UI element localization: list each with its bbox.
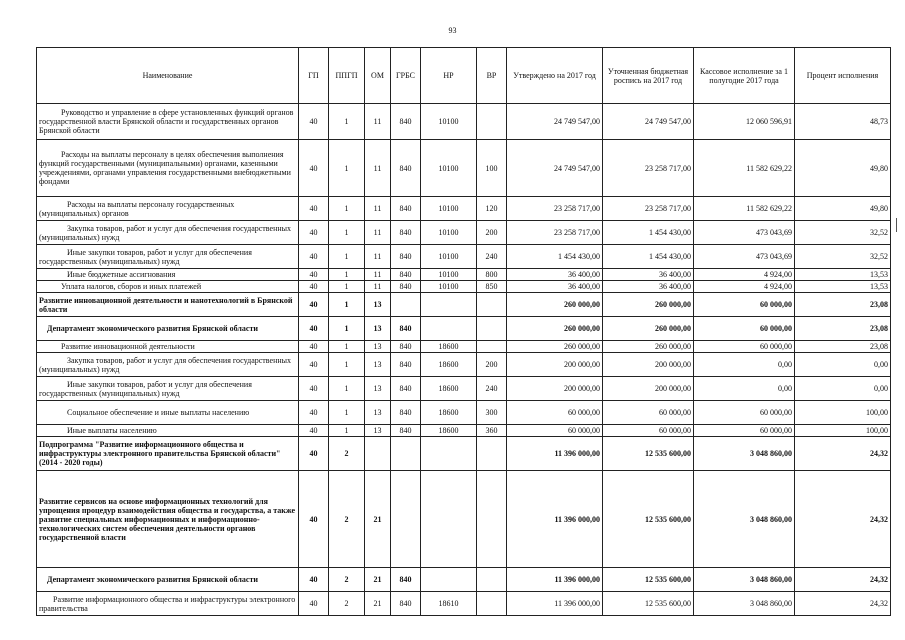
- cell-grbs: 840: [391, 245, 421, 269]
- table-row: [37, 245, 891, 269]
- cell-om: 21: [365, 471, 391, 568]
- cell-executed: 11 582 629,22: [694, 140, 795, 197]
- cell-refined: 1 454 430,00: [603, 245, 694, 269]
- cell-vr: [477, 341, 507, 353]
- cell-refined: 60 000,00: [603, 401, 694, 425]
- cell-gp: 40: [299, 221, 329, 245]
- cell-executed: 11 582 629,22: [694, 197, 795, 221]
- table-row: [37, 104, 891, 140]
- cell-pgp: 1: [329, 425, 365, 437]
- cell-np: [421, 317, 477, 341]
- cell-executed: 4 924,00: [694, 281, 795, 293]
- header-name: Наименование: [37, 48, 299, 104]
- cell-gp: 40: [299, 293, 329, 317]
- cell-grbs: 840: [391, 221, 421, 245]
- cell-percent: 0,00: [795, 377, 891, 401]
- table-row: [37, 437, 891, 471]
- cell-refined: 12 535 600,00: [603, 437, 694, 471]
- cell-pgp: 1: [329, 401, 365, 425]
- cell-pgp: 1: [329, 341, 365, 353]
- header-approved: Утверждено на 2017 год: [507, 48, 603, 104]
- cell-gp: 40: [299, 341, 329, 353]
- cell-name: Закупка товаров, работ и услуг для обеспечения государственных (муниципальных) нужд: [37, 353, 299, 377]
- cell-om: 21: [365, 568, 391, 592]
- header-grbs: ГРБС: [391, 48, 421, 104]
- header-om: ОМ: [365, 48, 391, 104]
- cell-percent: 32,52: [795, 245, 891, 269]
- cell-pgp: 1: [329, 104, 365, 140]
- cell-pgp: 1: [329, 293, 365, 317]
- cell-name: Развитие инновационной деятельности и нанотехнологий в Брянской области: [37, 293, 299, 317]
- cell-percent: 24,32: [795, 437, 891, 471]
- cell-gp: 40: [299, 437, 329, 471]
- cell-grbs: 840: [391, 341, 421, 353]
- cell-approved: 11 396 000,00: [507, 592, 603, 616]
- cell-executed: 60 000,00: [694, 425, 795, 437]
- cell-gp: 40: [299, 592, 329, 616]
- cell-vr: [477, 437, 507, 471]
- table-row: [37, 592, 891, 616]
- cell-executed: 3 048 860,00: [694, 437, 795, 471]
- cell-np: 10100: [421, 281, 477, 293]
- cell-percent: 24,32: [795, 568, 891, 592]
- cell-approved: 24 749 547,00: [507, 140, 603, 197]
- cell-refined: 12 535 600,00: [603, 592, 694, 616]
- cell-vr: 850: [477, 281, 507, 293]
- cell-pgp: 2: [329, 568, 365, 592]
- cell-percent: 24,32: [795, 592, 891, 616]
- cell-refined: 24 749 547,00: [603, 104, 694, 140]
- cell-gp: 40: [299, 104, 329, 140]
- cell-vr: [477, 471, 507, 568]
- cell-om: 13: [365, 341, 391, 353]
- cell-name: Департамент экономического развития Брянской области: [37, 568, 299, 592]
- cell-om: 13: [365, 353, 391, 377]
- cell-refined: 12 535 600,00: [603, 568, 694, 592]
- cell-vr: 240: [477, 377, 507, 401]
- cell-gp: 40: [299, 425, 329, 437]
- table-row: [37, 317, 891, 341]
- cell-name: Уплата налогов, сборов и иных платежей: [37, 281, 299, 293]
- cell-executed: 60 000,00: [694, 341, 795, 353]
- cell-refined: 260 000,00: [603, 317, 694, 341]
- cell-vr: [477, 293, 507, 317]
- cell-om: 11: [365, 281, 391, 293]
- cell-approved: 200 000,00: [507, 353, 603, 377]
- header-gp: ГП: [299, 48, 329, 104]
- cell-om: 11: [365, 221, 391, 245]
- cell-np: 10100: [421, 197, 477, 221]
- budget-execution-table: [36, 47, 891, 616]
- table-row: [37, 568, 891, 592]
- cell-refined: 36 400,00: [603, 269, 694, 281]
- cell-om: 11: [365, 197, 391, 221]
- cell-vr: 300: [477, 401, 507, 425]
- cell-approved: 60 000,00: [507, 401, 603, 425]
- cell-approved: 260 000,00: [507, 293, 603, 317]
- cell-name: Расходы на выплаты персоналу в целях обеспечения выполнения функций государственными (муниципальными) органами, казенными учреждениями, органами управления государственными внебюджетными фондами: [37, 140, 299, 197]
- cell-refined: 1 454 430,00: [603, 221, 694, 245]
- header-refined: Уточненная бюджетная роспись на 2017 год: [603, 48, 694, 104]
- table-row: [37, 401, 891, 425]
- cell-approved: 36 400,00: [507, 269, 603, 281]
- cell-executed: 4 924,00: [694, 269, 795, 281]
- page-number: 93: [448, 26, 457, 35]
- cell-vr: 240: [477, 245, 507, 269]
- cell-name: Руководство и управление в сфере установленных функций органов государственной власти Брянской области и государственных органов Брянской области: [37, 104, 299, 140]
- cell-np: 18600: [421, 425, 477, 437]
- cell-approved: 11 396 000,00: [507, 568, 603, 592]
- cell-om: 13: [365, 425, 391, 437]
- cell-approved: 260 000,00: [507, 341, 603, 353]
- cell-name: Иные закупки товаров, работ и услуг для обеспечения государственных (муниципальных) нужд: [37, 245, 299, 269]
- cell-np: 18600: [421, 401, 477, 425]
- cell-pgp: 1: [329, 245, 365, 269]
- cell-approved: 24 749 547,00: [507, 104, 603, 140]
- cell-vr: 100: [477, 140, 507, 197]
- cell-approved: 260 000,00: [507, 317, 603, 341]
- cell-gp: 40: [299, 377, 329, 401]
- cell-gp: 40: [299, 245, 329, 269]
- cell-vr: 200: [477, 221, 507, 245]
- cell-gp: 40: [299, 471, 329, 568]
- cell-refined: 23 258 717,00: [603, 140, 694, 197]
- cell-vr: 200: [477, 353, 507, 377]
- cell-om: 13: [365, 377, 391, 401]
- cell-approved: 11 396 000,00: [507, 437, 603, 471]
- cell-approved: 200 000,00: [507, 377, 603, 401]
- cell-approved: 23 258 717,00: [507, 221, 603, 245]
- header-executed: Кассовое исполнение за 1 полугодие 2017 года: [694, 48, 795, 104]
- cell-np: 10100: [421, 269, 477, 281]
- cell-approved: 36 400,00: [507, 281, 603, 293]
- cell-refined: 12 535 600,00: [603, 471, 694, 568]
- cell-percent: 13,53: [795, 281, 891, 293]
- cell-approved: 1 454 430,00: [507, 245, 603, 269]
- cell-gp: 40: [299, 197, 329, 221]
- cell-refined: 200 000,00: [603, 353, 694, 377]
- cell-percent: 48,73: [795, 104, 891, 140]
- table-row: [37, 197, 891, 221]
- cell-executed: 3 048 860,00: [694, 471, 795, 568]
- cell-gp: 40: [299, 140, 329, 197]
- cell-percent: 49,80: [795, 197, 891, 221]
- cell-vr: [477, 317, 507, 341]
- cell-gp: 40: [299, 401, 329, 425]
- cell-name: Расходы на выплаты персоналу государственных (муниципальных) органов: [37, 197, 299, 221]
- cell-approved: 23 258 717,00: [507, 197, 603, 221]
- cell-np: [421, 293, 477, 317]
- cell-pgp: 1: [329, 353, 365, 377]
- cell-refined: 36 400,00: [603, 281, 694, 293]
- cell-gp: 40: [299, 568, 329, 592]
- cell-executed: 3 048 860,00: [694, 592, 795, 616]
- cell-om: 11: [365, 245, 391, 269]
- cell-name: Развитие информационного общества и инфраструктуры электронного правительства: [37, 592, 299, 616]
- cell-name: Иные выплаты населению: [37, 425, 299, 437]
- cell-om: 11: [365, 269, 391, 281]
- cell-executed: 3 048 860,00: [694, 568, 795, 592]
- cell-executed: 60 000,00: [694, 317, 795, 341]
- table-row: [37, 221, 891, 245]
- cell-om: 13: [365, 317, 391, 341]
- cell-np: 10100: [421, 140, 477, 197]
- cell-name: Развитие инновационной деятельности: [37, 341, 299, 353]
- cell-np: 18600: [421, 377, 477, 401]
- cell-np: 10100: [421, 104, 477, 140]
- cell-percent: 13,53: [795, 269, 891, 281]
- cell-grbs: 840: [391, 197, 421, 221]
- table-row: [37, 281, 891, 293]
- table-row: [37, 269, 891, 281]
- cell-np: [421, 471, 477, 568]
- table-row: [37, 293, 891, 317]
- table-row: [37, 353, 891, 377]
- cell-pgp: 1: [329, 221, 365, 245]
- cell-executed: 473 043,69: [694, 221, 795, 245]
- cell-grbs: 840: [391, 377, 421, 401]
- cell-gp: 40: [299, 269, 329, 281]
- header-pgp: ППГП: [329, 48, 365, 104]
- cell-percent: 0,00: [795, 353, 891, 377]
- cell-percent: 24,32: [795, 471, 891, 568]
- cell-grbs: 840: [391, 104, 421, 140]
- cell-executed: 12 060 596,91: [694, 104, 795, 140]
- table-row: [37, 341, 891, 353]
- cell-grbs: 840: [391, 568, 421, 592]
- cell-pgp: 2: [329, 592, 365, 616]
- cell-grbs: 840: [391, 281, 421, 293]
- cell-pgp: 2: [329, 437, 365, 471]
- cell-name: Социальное обеспечение и иные выплаты населению: [37, 401, 299, 425]
- cell-percent: 32,52: [795, 221, 891, 245]
- cell-np: 10100: [421, 245, 477, 269]
- cell-percent: 23,08: [795, 317, 891, 341]
- table-header-row: [37, 48, 891, 104]
- cell-gp: 40: [299, 281, 329, 293]
- cell-executed: 0,00: [694, 377, 795, 401]
- cell-pgp: 2: [329, 471, 365, 568]
- cell-name: Иные бюджетные ассигнования: [37, 269, 299, 281]
- cell-vr: [477, 568, 507, 592]
- cell-np: [421, 568, 477, 592]
- cell-percent: 23,08: [795, 293, 891, 317]
- cell-np: [421, 437, 477, 471]
- cell-om: 11: [365, 104, 391, 140]
- cell-refined: 60 000,00: [603, 425, 694, 437]
- cell-executed: 60 000,00: [694, 401, 795, 425]
- cell-percent: 100,00: [795, 425, 891, 437]
- cell-pgp: 1: [329, 317, 365, 341]
- cell-executed: 0,00: [694, 353, 795, 377]
- cell-approved: 60 000,00: [507, 425, 603, 437]
- cell-grbs: 840: [391, 353, 421, 377]
- cell-pgp: 1: [329, 140, 365, 197]
- cell-percent: 49,80: [795, 140, 891, 197]
- cell-pgp: 1: [329, 197, 365, 221]
- cell-grbs: [391, 437, 421, 471]
- cell-name: Закупка товаров, работ и услуг для обеспечения государственных (муниципальных) нужд: [37, 221, 299, 245]
- cell-om: 11: [365, 140, 391, 197]
- cell-np: 10100: [421, 221, 477, 245]
- cell-name: Иные закупки товаров, работ и услуг для обеспечения государственных (муниципальных) нужд: [37, 377, 299, 401]
- cell-vr: 120: [477, 197, 507, 221]
- cell-executed: 60 000,00: [694, 293, 795, 317]
- cell-percent: 23,08: [795, 341, 891, 353]
- cell-om: 21: [365, 592, 391, 616]
- cell-pgp: 1: [329, 269, 365, 281]
- cell-om: 13: [365, 293, 391, 317]
- table-row: [37, 140, 891, 197]
- cell-name: Подпрограмма "Развитие информационного общества и инфраструктуры электронного правительства Брянской области" (2014 - 2020 годы): [37, 437, 299, 471]
- cell-pgp: 1: [329, 377, 365, 401]
- cell-grbs: 840: [391, 140, 421, 197]
- cell-grbs: 840: [391, 269, 421, 281]
- cell-refined: 200 000,00: [603, 377, 694, 401]
- cell-gp: 40: [299, 353, 329, 377]
- cell-om: 13: [365, 401, 391, 425]
- margin-mark: [896, 218, 897, 232]
- cell-grbs: 840: [391, 425, 421, 437]
- cell-vr: 360: [477, 425, 507, 437]
- cell-grbs: [391, 293, 421, 317]
- table-row: [37, 377, 891, 401]
- cell-approved: 11 396 000,00: [507, 471, 603, 568]
- cell-executed: 473 043,69: [694, 245, 795, 269]
- cell-refined: 260 000,00: [603, 341, 694, 353]
- cell-pgp: 1: [329, 281, 365, 293]
- header-np: НР: [421, 48, 477, 104]
- table-row: [37, 471, 891, 568]
- cell-grbs: 840: [391, 401, 421, 425]
- cell-name: Департамент экономического развития Брянской области: [37, 317, 299, 341]
- cell-np: 18600: [421, 341, 477, 353]
- cell-vr: [477, 104, 507, 140]
- cell-name: Развитие сервисов на основе информационных технологий для упрощения процедур взаимодействия общества и государства, а также развитие специальных информационных и информационно-технологических систем обеспечения деятельности органов государственной власти: [37, 471, 299, 568]
- header-vr: ВР: [477, 48, 507, 104]
- cell-np: 18600: [421, 353, 477, 377]
- cell-vr: [477, 592, 507, 616]
- cell-om: [365, 437, 391, 471]
- cell-grbs: [391, 471, 421, 568]
- cell-grbs: 840: [391, 592, 421, 616]
- cell-refined: 23 258 717,00: [603, 197, 694, 221]
- cell-np: 18610: [421, 592, 477, 616]
- header-percent: Процент исполнения: [795, 48, 891, 104]
- cell-vr: 800: [477, 269, 507, 281]
- cell-percent: 100,00: [795, 401, 891, 425]
- cell-grbs: 840: [391, 317, 421, 341]
- cell-refined: 260 000,00: [603, 293, 694, 317]
- table-row: [37, 425, 891, 437]
- cell-gp: 40: [299, 317, 329, 341]
